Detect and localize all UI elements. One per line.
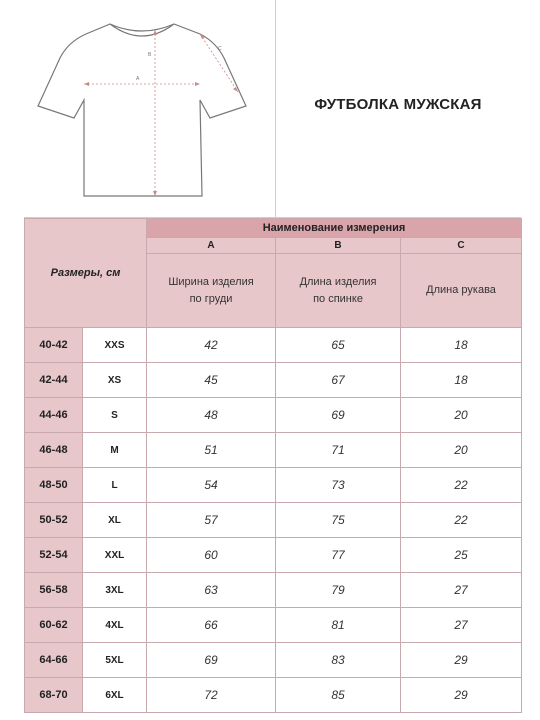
table-row: [25, 328, 522, 363]
row-value-c: 29: [401, 643, 522, 678]
row-range: 44-46: [25, 398, 83, 433]
row-size: 6XL: [83, 678, 147, 713]
row-value-c: 18: [401, 328, 522, 363]
row-value-c: 25: [401, 538, 522, 573]
row-size: M: [83, 433, 147, 468]
row-size: 4XL: [83, 608, 147, 643]
row-value-a: 42: [147, 328, 276, 363]
row-value-a: 63: [147, 573, 276, 608]
row-value-c: 22: [401, 468, 522, 503]
row-value-a: 57: [147, 503, 276, 538]
row-value-b: 69: [276, 398, 401, 433]
measurement-group-header: Наименование измерения: [147, 219, 522, 238]
row-value-b: 79: [276, 573, 401, 608]
row-value-c: 18: [401, 363, 522, 398]
row-value-c: 27: [401, 608, 522, 643]
row-value-a: 45: [147, 363, 276, 398]
row-size: XXL: [83, 538, 147, 573]
row-size: XXS: [83, 328, 147, 363]
sizes-header: Размеры, см: [25, 219, 147, 328]
row-value-b: 67: [276, 363, 401, 398]
row-value-a: 69: [147, 643, 276, 678]
measure-label-a: A: [136, 76, 140, 82]
column-name-a-line2: по груди: [189, 292, 233, 305]
row-value-a: 72: [147, 678, 276, 713]
tshirt-outline: [38, 24, 246, 196]
row-value-b: 73: [276, 468, 401, 503]
row-range: 48-50: [25, 468, 83, 503]
row-size: S: [83, 398, 147, 433]
row-value-a: 51: [147, 433, 276, 468]
column-name-b-line2: по спинке: [313, 292, 363, 305]
table-row: [25, 573, 522, 608]
row-value-a: 66: [147, 608, 276, 643]
product-title: ФУТБОЛКА МУЖСКАЯ: [314, 96, 482, 113]
column-name-a-line1: Ширина изделия: [168, 275, 254, 288]
column-name-c: [401, 254, 522, 328]
title-panel: [276, 0, 520, 218]
tshirt-diagram-panel: [24, 0, 276, 218]
row-value-a: 60: [147, 538, 276, 573]
row-value-b: 75: [276, 503, 401, 538]
table-row: [25, 398, 522, 433]
row-range: 46-48: [25, 433, 83, 468]
column-letter-c: C: [401, 238, 522, 254]
size-table: [24, 218, 522, 713]
column-name-b-line1: Длина изделия: [299, 275, 377, 288]
row-value-b: 65: [276, 328, 401, 363]
table-row: [25, 538, 522, 573]
row-range: 68-70: [25, 678, 83, 713]
row-size: XL: [83, 503, 147, 538]
row-range: 52-54: [25, 538, 83, 573]
table-row: [25, 433, 522, 468]
row-range: 42-44: [25, 363, 83, 398]
row-value-c: 27: [401, 573, 522, 608]
table-row: [25, 608, 522, 643]
row-range: 56-58: [25, 573, 83, 608]
tshirt-diagram: [24, 0, 275, 218]
table-row: [25, 468, 522, 503]
size-table-body: [25, 219, 522, 713]
row-value-b: 83: [276, 643, 401, 678]
row-value-c: 20: [401, 398, 522, 433]
row-size: L: [83, 468, 147, 503]
row-size: 5XL: [83, 643, 147, 678]
row-range: 64-66: [25, 643, 83, 678]
row-value-a: 48: [147, 398, 276, 433]
row-value-b: 85: [276, 678, 401, 713]
row-range: 50-52: [25, 503, 83, 538]
column-name-c-line1: Длина рукава: [426, 284, 496, 296]
row-range: 40-42: [25, 328, 83, 363]
row-value-c: 29: [401, 678, 522, 713]
tshirt-neckline: [110, 24, 174, 36]
column-letter-a: A: [147, 238, 276, 254]
table-group-header-row: [25, 219, 522, 238]
measure-label-b: B: [148, 52, 152, 58]
row-range: 60-62: [25, 608, 83, 643]
row-value-c: 22: [401, 503, 522, 538]
measure-label-c: C: [218, 46, 222, 52]
column-name-a: [147, 254, 276, 328]
table-row: [25, 503, 522, 538]
row-value-a: 54: [147, 468, 276, 503]
measure-line-c: [200, 34, 238, 92]
row-size: XS: [83, 363, 147, 398]
table-row: [25, 363, 522, 398]
row-value-b: 81: [276, 608, 401, 643]
row-value-b: 77: [276, 538, 401, 573]
column-letter-b: B: [276, 238, 401, 254]
table-row: [25, 643, 522, 678]
row-size: 3XL: [83, 573, 147, 608]
column-name-b: [276, 254, 401, 328]
table-row: [25, 678, 522, 713]
row-value-c: 20: [401, 433, 522, 468]
row-value-b: 71: [276, 433, 401, 468]
